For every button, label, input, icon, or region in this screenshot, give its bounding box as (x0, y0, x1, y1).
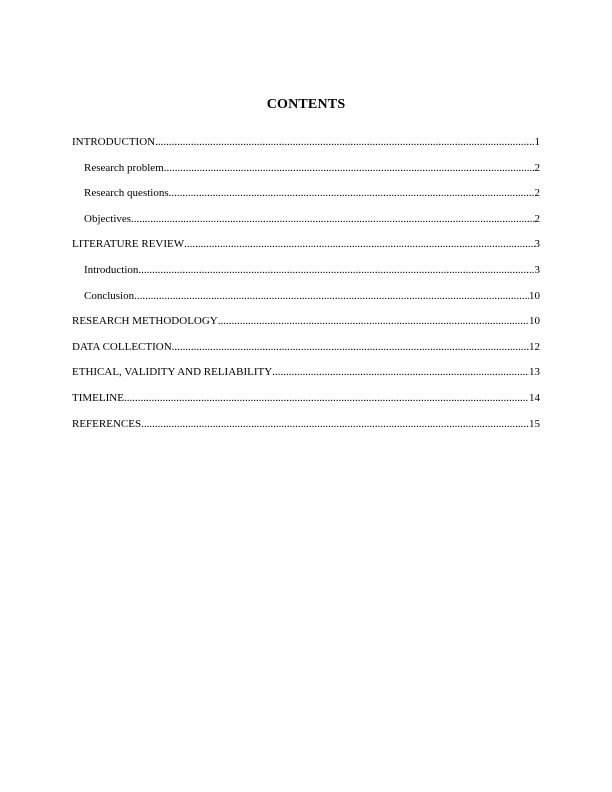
toc-entry-label: Conclusion (84, 289, 135, 302)
toc-entry-page: 10 (529, 289, 540, 302)
toc-entry-research-methodology[interactable] (72, 313, 540, 339)
dot-leader (184, 236, 534, 252)
dot-leader (138, 262, 534, 278)
dot-leader (131, 211, 534, 227)
dot-leader (218, 313, 529, 329)
toc-entry-data-collection[interactable] (72, 339, 540, 365)
dot-leader (172, 339, 529, 355)
toc-entry-page: 12 (529, 340, 540, 353)
toc-entry-label: INTRODUCTION (72, 136, 156, 148)
toc-entry-label: TIMELINE (72, 391, 124, 404)
toc-entry-page: 3 (534, 238, 540, 251)
dot-leader (155, 134, 534, 150)
toc-entry-page: 1 (534, 136, 540, 148)
toc-entry-label: REFERENCES (72, 417, 142, 430)
dot-leader (141, 416, 529, 432)
toc-entry-research-questions[interactable] (72, 185, 540, 211)
toc-entry-page: 14 (529, 391, 540, 404)
toc-entry-label: Research questions (84, 187, 169, 200)
toc-entry-label: LITERATURE REVIEW (72, 238, 185, 251)
toc-entry-page: 2 (534, 187, 540, 200)
toc-entry-page: 15 (529, 417, 540, 430)
toc-entry-references[interactable] (72, 416, 540, 442)
toc-entry-literature-review[interactable] (72, 236, 540, 262)
toc-entry-page: 2 (534, 212, 540, 225)
toc-entry-timeline[interactable] (72, 390, 540, 416)
table-of-contents (72, 134, 540, 441)
toc-entry-label: RESEARCH METHODOLOGY (72, 315, 218, 328)
dot-leader (169, 185, 535, 201)
toc-entry-label: Research problem (84, 161, 164, 174)
toc-entry-objectives[interactable] (72, 211, 540, 237)
toc-entry-introduction[interactable] (72, 134, 540, 160)
toc-entry-research-problem[interactable] (72, 160, 540, 186)
toc-entry-conclusion[interactable] (72, 288, 540, 314)
toc-entry-lit-introduction[interactable] (72, 262, 540, 288)
dot-leader (124, 390, 529, 406)
toc-entry-page: 13 (529, 366, 540, 379)
dot-leader (272, 364, 529, 380)
toc-entry-label: DATA COLLECTION (72, 340, 172, 353)
toc-entry-page: 3 (534, 263, 540, 276)
toc-entry-label: Objectives (84, 212, 132, 225)
toc-entry-label: Introduction (84, 263, 139, 276)
toc-entry-ethical-validity-reliability[interactable] (72, 364, 540, 390)
dot-leader (134, 288, 529, 304)
toc-entry-page: 2 (534, 161, 540, 174)
dot-leader (164, 160, 535, 176)
toc-title: CONTENTS (266, 97, 346, 112)
toc-entry-page: 10 (529, 315, 540, 328)
toc-entry-label: ETHICAL, VALIDITY AND RELIABILITY (72, 366, 273, 379)
